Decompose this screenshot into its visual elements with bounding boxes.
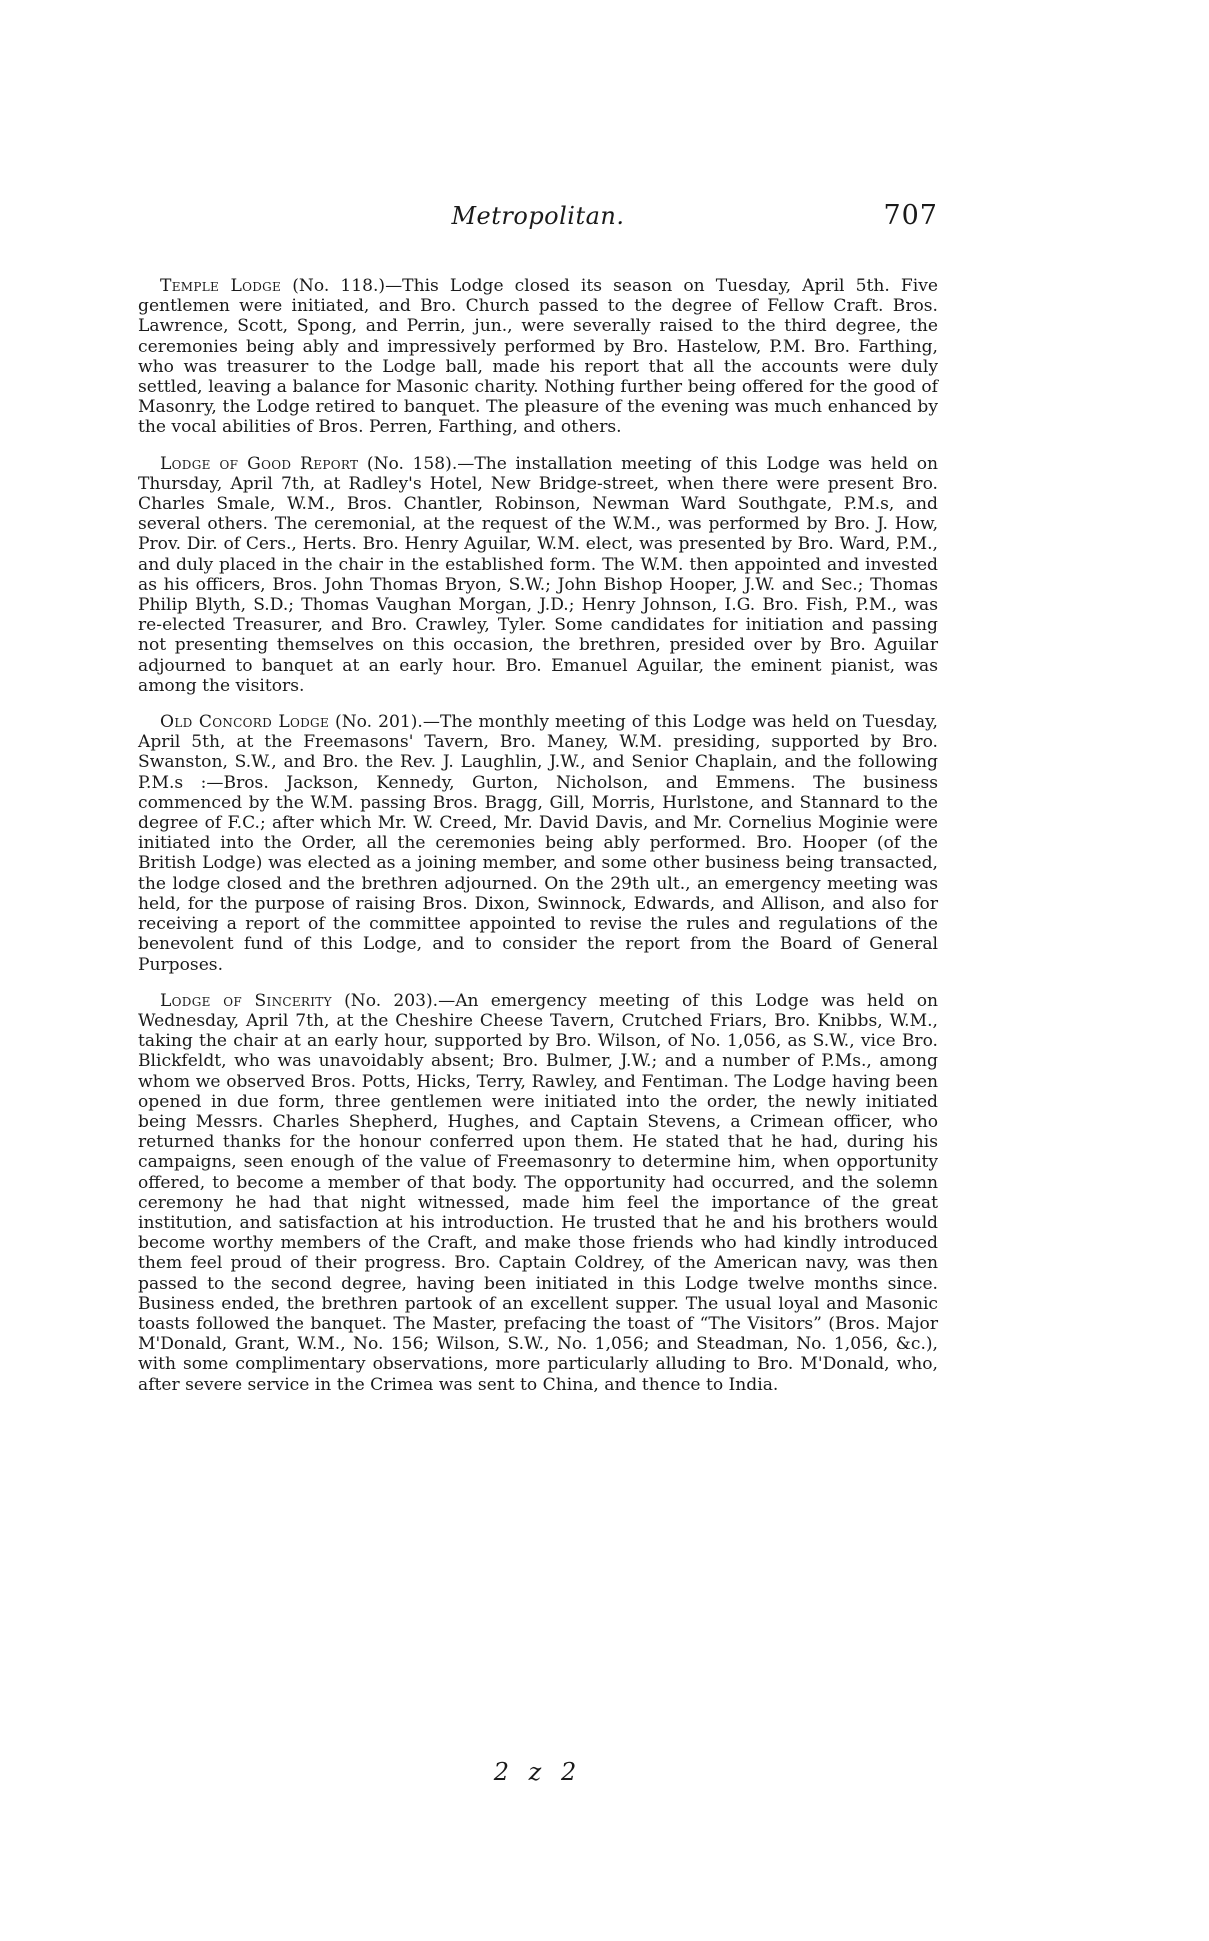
article-body <box>138 276 938 1395</box>
document-page <box>138 200 938 1920</box>
signature-mark: 2 z 2 <box>493 1758 583 1786</box>
paragraph-old-concord-lodge <box>138 712 938 975</box>
paragraph-text: (No. 201).—The monthly meeting of this Lodge was held on Tuesday, April 5th, at the Freemasons' Tavern, Bro. Maney, W.M. presiding, supported by Bro. Swanston, S.W., and Bro. the Rev. J. Laughlin, J.W., and Senior Chaplain, and the following P.M.s :—Bros. Jackson, Kennedy, Gurton, Nicholson, and Emmens. The business commenced by the W.M. passing Bros. Bragg, Gill, Morris, Hurlstone, and Stannard to the degree of F.C.; after which Mr. W. Creed, Mr. David Davis, and Mr. Cornelius Moginie were initiated into the Order, all the ceremonies being ably performed. Bro. Hooper (of the British Lodge) was elected as a joining member, and some other business being transacted, the lodge closed and the brethren adjourned. On the 29th ult., an emergency meeting was held, for the purpose of raising Bros. Dixon, Swinnock, Edwards, and Allison, and also for receiving a report of the committee appointed to revise the rules and regulations of the benevolent fund of this Lodge, and to consider the report from the Board of General Purposes. <box>138 712 938 975</box>
lodge-name: Old Concord Lodge <box>160 712 330 733</box>
running-title: Metropolitan. <box>451 202 625 230</box>
page-number: 707 <box>883 200 938 231</box>
lodge-name: Lodge of Good Report <box>160 453 359 474</box>
paragraph-text: (No. 118.)—This Lodge closed its season on Tuesday, April 5th. Five gentlemen were initiated, and Bro. Church passed to the degree of Fellow Craft. Bros. Lawrence, Scott, Spong, and Perrin, jun., were severally raised to the third degree, the ceremonies being ably and impressively performed by Bro. Hastelow, P.M. Bro. Farthing, who was treasurer to the Lodge ball, made his report that all the accounts were duly settled, leaving a balance for Masonic charity. Nothing further being offered for the good of Masonry, the Lodge retired to banquet. The pleasure of the evening was much enhanced by the vocal abilities of Bros. Perren, Farthing, and others. <box>138 276 938 438</box>
paragraph-text: (No. 203).—An emergency meeting of this Lodge was held on Wednesday, April 7th, at the Cheshire Cheese Tavern, Crutched Friars, Bro. Knibbs, W.M., taking the chair at an early hour, supported by Bro. Wilson, of No. 1,056, as S.W., vice Bro. Blickfeldt, who was unavoidably absent; Bro. Bulmer, J.W.; and a number of P.Ms., among whom we observed Bros. Potts, Hicks, Terry, Rawley, and Fentiman. The Lodge having been opened in due form, three gentlemen were initiated into the order, the newly initiated being Messrs. Charles Shepherd, Hughes, and Captain Stevens, a Crimean officer, who returned thanks for the honour conferred upon them. He stated that he had, during his campaigns, seen enough of the value of Freemasonry to determine him, when opportunity offered, to become a member of that body. The opportunity had occurred, and the solemn ceremony he had that night witnessed, made him feel the importance of the great institution, and satisfaction at his introduction. He trusted that he and his brothers would become worthy members of the Craft, and make those friends who had kindly introduced them feel proud of their progress. Bro. Captain Coldrey, of the American navy, was then passed to the second degree, having been initiated in this Lodge twelve months since. Business ended, the brethren partook of an excellent supper. The usual loyal and Masonic toasts followed the banquet. The Master, prefacing the toast of “The Visitors” (Bros. Major M'Donald, Grant, W.M., No. 156; Wilson, S.W., No. 1,056; and Steadman, No. 1,056, &c.), with some complimentary observations, more particularly alluding to Bro. M'Donald, who, after severe service in the Crimea was sent to China, and thence to India. <box>138 990 939 1395</box>
lodge-name: Temple Lodge <box>160 276 282 296</box>
paragraph-temple-lodge <box>138 276 938 438</box>
page-header <box>138 200 938 246</box>
lodge-name: Lodge of Sincerity <box>160 990 332 1011</box>
paragraph-lodge-of-sincerity <box>138 991 938 1395</box>
paragraph-text: (No. 158).—The installation meeting of this Lodge was held on Thursday, April 7th, at Radley's Hotel, New Bridge-street, when there were present Bro. Charles Smale, W.M., Bros. Chantler, Robinson, Newman Ward Southgate, P.M.s, and several others. The ceremonial, at the request of the W.M., was performed by Bro. J. How, Prov. Dir. of Cers., Herts. Bro. Henry Aguilar, W.M. elect, was presented by Bro. Ward, P.M., and duly placed in the chair in the established form. The W.M. then appointed and invested as his officers, Bros. John Thomas Bryon, S.W.; John Bishop Hooper, J.W. and Sec.; Thomas Philip Blyth, S.D.; Thomas Vaughan Morgan, J.D.; Henry Johnson, I.G. Bro. Fish, P.M., was re-elected Treasurer, and Bro. Crawley, Tyler. Some candidates for initiation and passing not presenting themselves on this occasion, the brethren, presided over by Bro. Aguilar adjourned to banquet at an early hour. Bro. Emanuel Aguilar, the eminent pianist, was among the visitors. <box>138 453 938 696</box>
paragraph-lodge-of-good-report <box>138 454 938 696</box>
